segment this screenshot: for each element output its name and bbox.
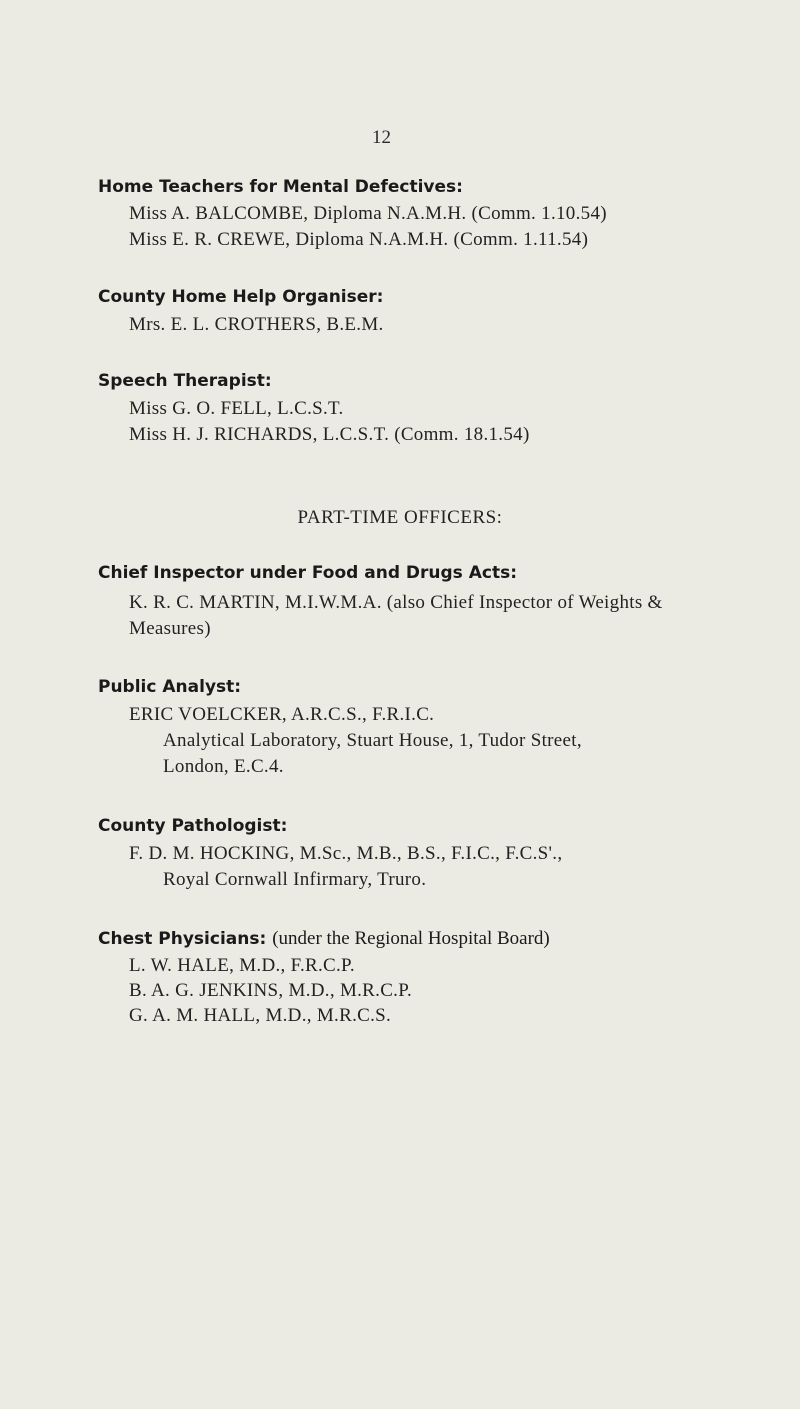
page-number: 12 [372, 127, 391, 148]
entry-line: F. D. M. HOCKING, M.Sc., M.B., B.S., F.I.C., F.C.S'., [129, 843, 563, 864]
entry-line: Miss H. J. RICHARDS, L.C.S.T. (Comm. 18.1.54) [129, 424, 530, 445]
entry-line: Analytical Laboratory, Stuart House, 1, Tudor Street, [163, 730, 582, 751]
section-heading-speech-therapist: Speech Therapist: [98, 371, 272, 391]
entry-line: Miss G. O. FELL, L.C.S.T. [129, 398, 344, 419]
section-heading-county-pathologist: County Pathologist: [98, 816, 288, 836]
entry-line: Mrs. E. L. CROTHERS, B.E.M. [129, 314, 384, 335]
entry-line: London, E.C.4. [163, 756, 284, 777]
entry-line: Miss A. BALCOMBE, Diploma N.A.M.H. (Comm. 1.10.54) [129, 203, 607, 224]
entry-line: L. W. HALE, M.D., F.R.C.P. [129, 955, 355, 976]
entry-line: Royal Cornwall Infirmary, Truro. [163, 869, 427, 890]
part-time-officers-heading: PART-TIME OFFICERS: [297, 507, 503, 528]
entry-line: ERIC VOELCKER, A.R.C.S., F.R.I.C. [129, 704, 435, 725]
section-heading-home-teachers: Home Teachers for Mental Defectives: [98, 177, 463, 197]
section-heading-chest-physicians [98, 928, 550, 950]
entry-line: K. R. C. MARTIN, M.I.W.M.A. (also Chief Inspector of Weights & [129, 592, 663, 613]
section-heading-public-analyst: Public Analyst: [98, 677, 242, 697]
chest-physicians-heading-label: Chest Physicians: [98, 929, 267, 949]
entry-line: Miss E. R. CREWE, Diploma N.A.M.H. (Comm. 1.11.54) [129, 229, 589, 250]
section-heading-home-help: County Home Help Organiser: [98, 287, 384, 307]
entry-line: B. A. G. JENKINS, M.D., M.R.C.P. [129, 980, 413, 1001]
entry-line: Measures) [129, 618, 211, 639]
chest-physicians-heading-note: (under the Regional Hospital Board) [272, 928, 550, 949]
entry-line: G. A. M. HALL, M.D., M.R.C.S. [129, 1005, 392, 1026]
section-heading-chief-inspector: Chief Inspector under Food and Drugs Acts: [98, 563, 517, 583]
